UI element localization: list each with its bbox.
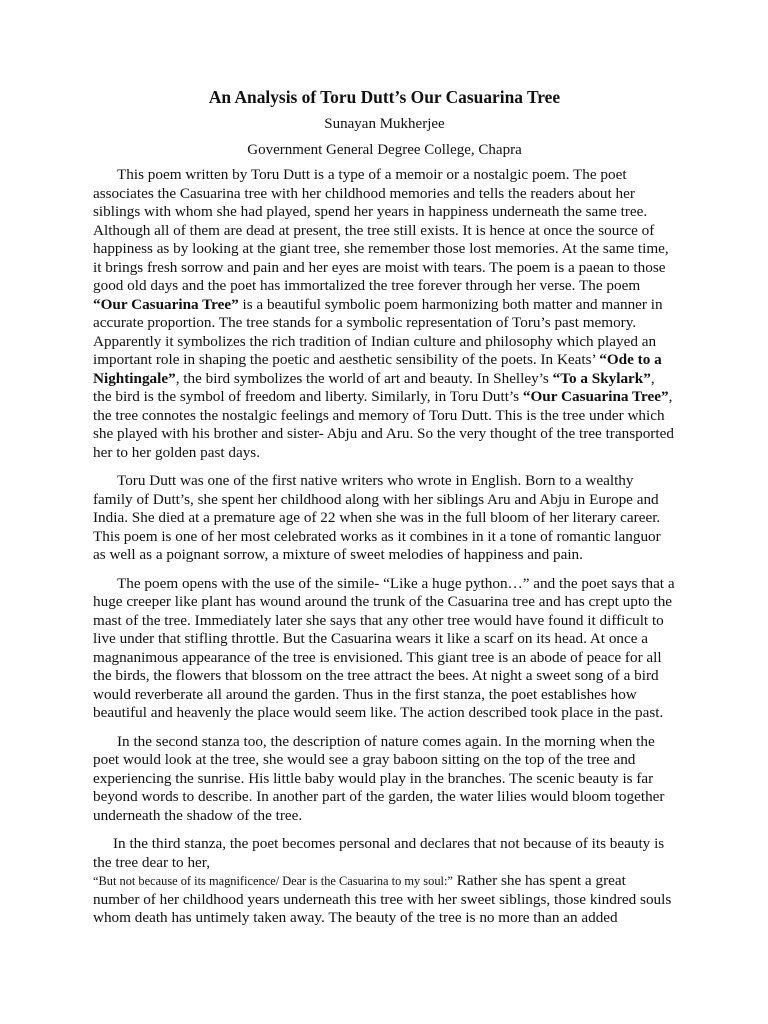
paragraph-1-text-g: , the bird is the symbol of freedom and liberty. Similarly, in Toru Dutt’s — [93, 369, 655, 405]
poem-title-nightingale: “Ode to a Nightingale” — [93, 351, 662, 387]
page-title: An Analysis of Toru Dutt’s Our Casuarina Tree — [208, 87, 561, 107]
paragraph-2: Toru Dutt was one of the first native writers who wrote in English. Born to a wealthy family of Dutt’s, she spent her childhood along with her siblings Aru and Abju in Europe and India. She died at a premature age of 22 when she was in the full bloom of her literary career. This poem is one of her most celebrated works as it combines in it a tone of romantic languor as well as a poignant sorrow, a mixture of sweet melodies of happiness and pain. — [93, 472, 661, 563]
author-name: Sunayan Mukherjee — [324, 116, 445, 132]
paragraph-5 — [93, 835, 676, 928]
poem-title-casuarina-2: “Our Casuarina Tree” — [522, 388, 669, 405]
paragraph-3: The poem opens with the use of the simile- “Like a huge python…” and the poet says that a huge creeper like plant has wound around the trunk of the Casuarina tree and has crept upto the mast of the tree. Immediately later she says that any other tree would have found it difficult to live under that stifling throttle. But the Casuarina wears it like a scarf on its head. At once a magnanimous appearance of the tree is envisioned. This giant tree is an abode of peace for all the birds, the flowers that blossom on the tree attract the bees. At night a sweet song of a bird would reverberate all around the garden. Thus in the first stanza, the poet establishes how beautiful and heavenly the place would seem like. The action described took place in the past. — [93, 574, 675, 721]
paragraph-1-text-c: is a beautiful symbolic poem harmonizing both matter and manner in accurate proportion. The tree stands for a symbolic representation of Toru’s past memory. Apparently it symbolizes the rich tradition of Indian culture and philosophy which played an important role in shaping the poetic and aesthetic sensibility of the poets. In Keats’ — [93, 295, 663, 368]
paragraph-1-text-e: , the bird symbolizes the world of art and beauty. In Shelley’s — [175, 369, 553, 387]
paragraph-4: In the second stanza too, the description of nature comes again. In the morning when the poet would look at the tree, she would see a gray baboon sitting on the top of the tree and experiencing the sunrise. His little baby would play in the branches. The scenic beauty is far beyond words to describe. In another part of the garden, the water lilies would bloom together underneath the shadow of the tree. — [93, 732, 665, 824]
author-affiliation: Government General Degree College, Chapra — [247, 142, 522, 158]
paragraph-5-text-b: Rather she has spent a great number of her childhood years underneath this tree with her sweet siblings, those kindred souls whom death has untimely taken away. The beauty of the tree is no more than an added — [93, 872, 672, 926]
poem-title-casuarina: “Our Casuarina Tree” — [93, 295, 239, 313]
paragraph-1 — [93, 166, 676, 462]
poem-title-skylark: “To a Skylark” — [552, 369, 651, 387]
paragraph-1-text-a: This poem written by Toru Dutt is a type of a memoir or a nostalgic poem. The poet associates the Casuarina tree with her childhood memories and tells the readers about her siblings with whom she had played, spend her years in happiness underneath the same tree. Although all of them are dead at present, the tree still exists. It is hence at once the source of happiness as by looking at the giant tree, she remember those lost memories. At the same time, it brings fresh sorrow and pain and her eyes are moist with tears. The poem is a paean to those good old days and the poet has immortalized the tree forever through her verse. The poem — [93, 166, 669, 294]
poem-quote: “But not because of its magnificence/ Dear is the Casuarina to my soul:” — [93, 874, 453, 888]
paragraph-1-text-i: , the tree connotes the nostalgic feelings and memory of Toru Dutt. This is the tree under which she played with his brother and sister- Abju and Aru. So the very thought of the tree transported her to her golden past days. — [93, 388, 674, 461]
paragraph-5-text-a: In the third stanza, the poet becomes personal and declares that not because of its beauty is the tree dear to her, — [93, 835, 665, 871]
